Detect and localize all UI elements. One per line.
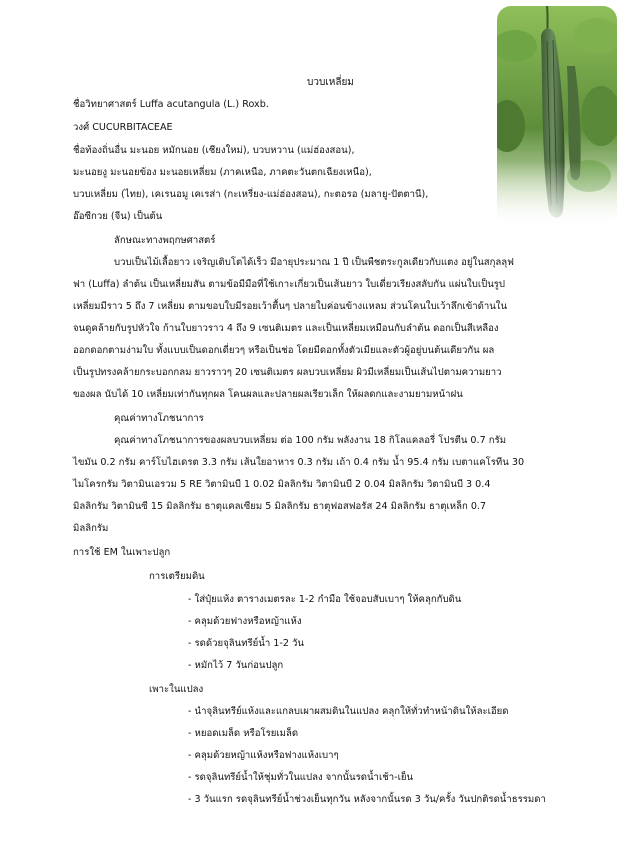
nutrition-text-line: มิลลิกรัม วิตามินซี 15 มิลลิกรัม ธาตุแคลเซียม 5 มิลลิกรัม ธาตุฟอสฟอรัส 24 มิลลิกรัม ธาตุเหล็ก 0.7: [73, 501, 487, 512]
plot-sowing-item: - คลุมด้วยหญ้าแห้งหรือฟางแห้งเบาๆ: [188, 750, 339, 761]
plot-sowing-item: - รดจุลินทรีย์น้ำให้ชุ่มทั่วในแปลง จากนั้นรดน้ำเช้า-เย็น: [188, 772, 414, 783]
family-line: วงศ์ CUCURBITACEAE: [73, 122, 173, 133]
nutrition-text-line: คุณค่าทางโภชนาการของผลบวบเหลี่ยม ต่อ 100 กรัม พลังงาน 18 กิโลแคลอรี่ โปรตีน 0.7 กรัม: [114, 435, 507, 446]
botany-text-line: ของผล นับได้ 10 เหลี่ยมเท่ากันทุกผล โคนผลและปลายผลเรียวเล็ก ให้ผลดกและงามยามหน้าฝน: [73, 389, 463, 400]
soil-prep-item: - รดด้วยจุลินทรีย์น้ำ 1-2 วัน: [188, 638, 304, 649]
scientific-name-line: [73, 98, 269, 111]
nutrition-heading: คุณค่าทางโภชนาการ: [114, 413, 204, 424]
local-names-line: ชื่อท้องถิ่นอื่น มะนอย หมักนอย (เชียงใหม่), บวบหวาน (แม่ฮ่องสอน),: [73, 145, 355, 156]
local-names-line: มะนอยงู มะนอยข้อง มะนอยเหลี่ยม (ภาคเหนือ, ภาคตะวันตกเฉียงเหนือ),: [73, 167, 372, 178]
botany-text-line: ฟา (Luffa) ลำต้น เป็นเหลี่ยมสัน ตามข้อมีมือที่ใช้เกาะเกี่ยวเป็นเส้นยาว ใบเดี่ยวเรียงสลับกัน แผ่นใบเป็นรูป: [73, 279, 505, 290]
local-names-line: อ๊อซีกวย (จีน) เป็นต้น: [73, 211, 163, 222]
soil-prep-item: - หมักไว้ 7 วันก่อนปลูก: [188, 660, 284, 671]
soil-prep-item: - ใส่ปุ๋ยแห้ง ตารางเมตรละ 1-2 กำมือ ใช้จอบสับเบาๆ ให้คลุกกับดิน: [188, 594, 462, 605]
plot-sowing-heading: เพาะในแปลง: [149, 684, 204, 695]
nutrition-text-line: ไขมัน 0.2 กรัม คาร์โบไฮเดรต 3.3 กรัม เส้นใยอาหาร 0.3 กรัม เถ้า 0.4 กรัม น้ำ 95.4 กรัม เบตาแคโรทีน 30: [73, 457, 525, 468]
botany-text-line: จนดูคล้ายกับรูปหัวใจ ก้านใบยาวราว 4 ถึง 9 เซนติเมตร และเป็นเหลี่ยมเหมือนกับลำต้น ดอกเป็นสีเหลือง: [73, 323, 499, 334]
local-names-line: บวบเหลี่ยม (ไทย), เคเรนอมู เคเรส่า (กะเหรี่ยง-แม่ฮ่องสอน), กะตอรอ (มลายู-ปัตตานี),: [73, 189, 429, 200]
plot-sowing-item: - 3 วันแรก รดจุลินทรีย์น้ำช่วงเย็นทุกวัน หลังจากนั้นรด 3 วัน/ครั้ง วันปกติรดน้ำธรรมดา: [188, 794, 546, 805]
plot-sowing-item: - นำจุลินทรีย์แห้งและแกลบเผาผสมดินในแปลง คลุกให้ทั่วทำหน้าดินให้ละเอียด: [188, 706, 509, 717]
botany-text-line: บวบเป็นไม้เลื้อยาว เจริญเติบโตได้เร็ว มีอายุประมาณ 1 ปี เป็นพืชตระกูลเดียวกับแตง อยู่ในสกุลลุฟ: [114, 257, 514, 268]
botany-text-line: เป็นรูปทรงคล้ายกระบอกกลม ยาวราวๆ 20 เซนติเมตร ผลบวบเหลี่ยม ผิวมีเหลี่ยมเป็นเส้นไปตามความยาว: [73, 367, 502, 378]
luffa-plant-image: [497, 6, 617, 228]
botany-text-line: ออกดอกตามง่ามใบ ทั้งแบบเป็นดอกเดี่ยวๆ หรือเป็นช่อ โดยมีดอกทั้งตัวเมียและตัวผู้อยู่บนต้นเดียวกัน ผล: [73, 345, 495, 356]
page-title: บวบเหลี่ยม: [307, 77, 354, 88]
scientific-name-label: ชื่อวิทยาศาสตร์: [73, 99, 137, 110]
soil-prep-heading: การเตรียมดิน: [149, 571, 205, 582]
botany-text-line: เหลี่ยมมีราว 5 ถึง 7 เหลี่ยม ตามขอบใบมีรอยเว้าตื้นๆ ปลายใบค่อนข้างแหลม ส่วนโคนใบเว้าลึกเข้าด้านใน: [73, 301, 508, 312]
nutrition-text-line: มิลลิกรัม: [73, 523, 109, 534]
soil-prep-item: - คลุมด้วยฟางหรือหญ้าแห้ง: [188, 616, 302, 627]
nutrition-text-line: ไมโครกรัม วิตามินเอรวม 5 RE วิตามินบี 1 0.02 มิลลิกรัม วิตามินบี 2 0.04 มิลลิกรัม วิตามินบี 3 0.4: [73, 479, 491, 490]
plot-sowing-item: - หยอดเมล็ด หรือโรยเมล็ด: [188, 728, 299, 739]
scientific-name: Luffa acutangula (L.) Roxb.: [139, 99, 269, 110]
luffa-photo: [497, 6, 617, 228]
em-heading: การใช้ EM ในเพาะปลูก: [73, 547, 171, 558]
botany-heading: ลักษณะทางพฤกษศาสตร์: [114, 235, 216, 246]
